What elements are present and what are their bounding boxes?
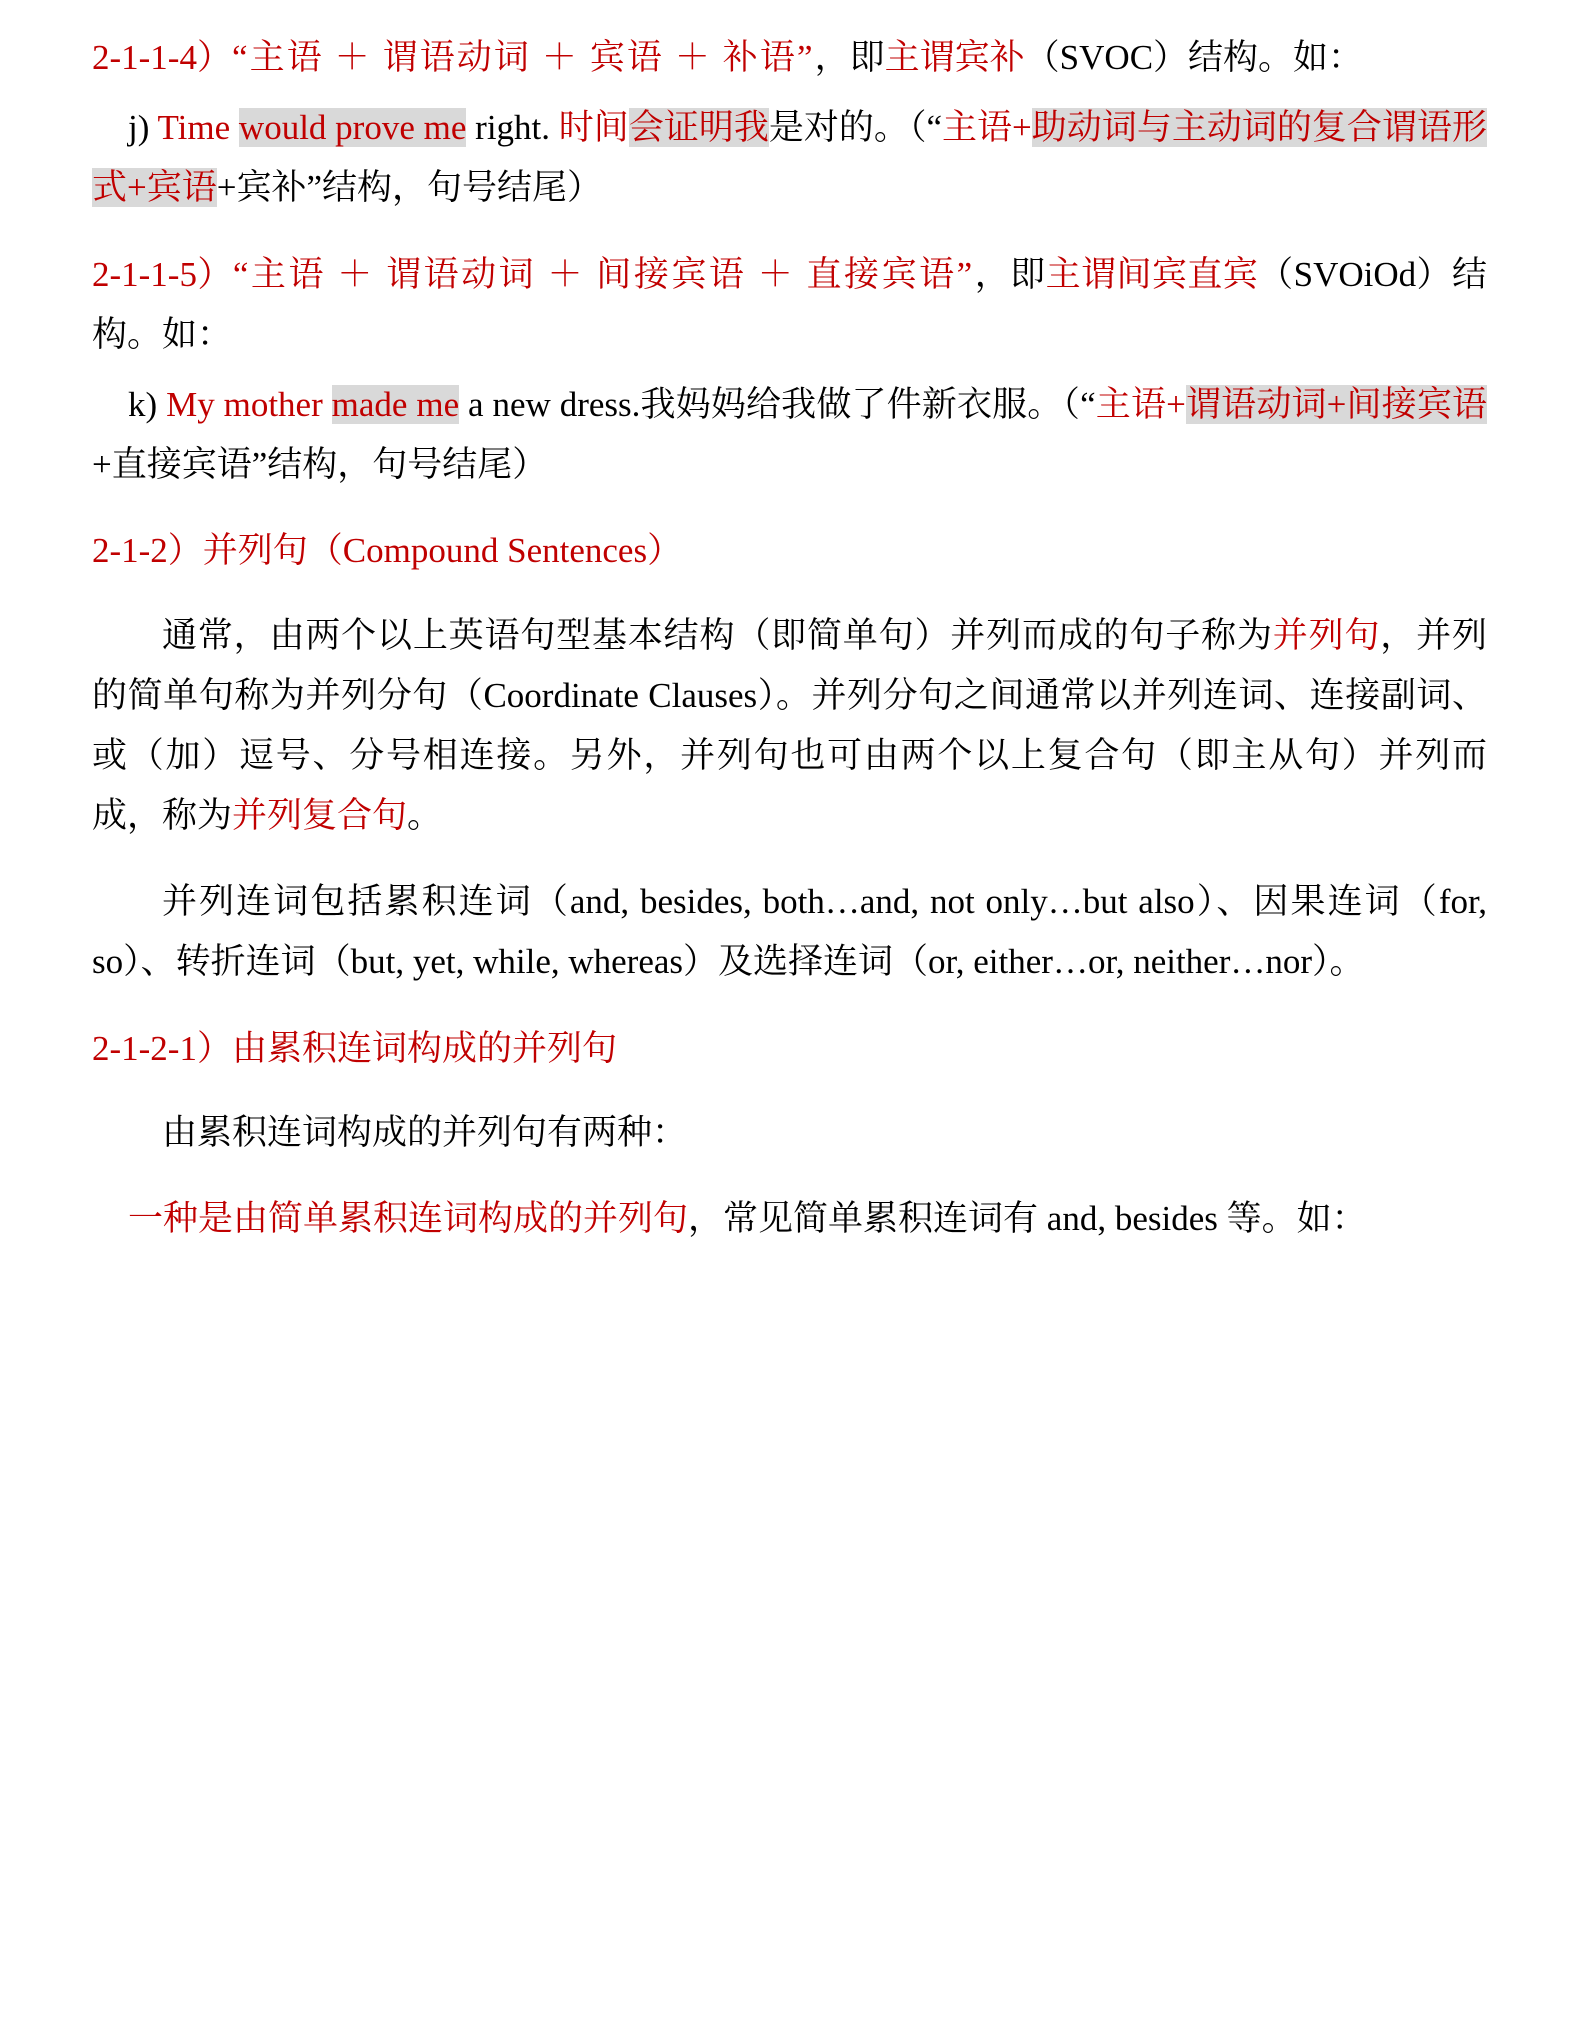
section-tail: （SVOiOd）结构。如： <box>92 254 1487 354</box>
section-term: 主谓宾补 <box>884 38 1025 77</box>
section-connector: ，即 <box>814 38 885 77</box>
section-number: 2-1-1-4） <box>92 38 232 77</box>
first-kind-term: 由简单累积连词构成的并列句 <box>233 1199 689 1238</box>
example-k-note-tail: +直接宾语”结构，句号结尾） <box>92 445 548 485</box>
example-sentence-k <box>92 375 1487 495</box>
paragraph-conjunction-list <box>92 872 1487 992</box>
paragraph-compound-definition <box>92 606 1487 847</box>
example-j-predicate-object: would prove me <box>238 108 467 148</box>
section-tail: （SVOC）结构。如： <box>1024 38 1364 77</box>
example-j-cn-predicate: 会证明我 <box>628 108 769 148</box>
example-k-note-subject: 主语+ <box>1095 384 1186 424</box>
section-heading-2-1-1-4 <box>92 28 1487 88</box>
compound-def-end: 。 <box>407 796 443 836</box>
section-heading-2-1-2-1: 2-1-2-1）由累积连词构成的并列句 <box>92 1028 617 1068</box>
compound-def-part1: 通常，由两个以上英语句型基本结构（即简单句）并列而成的句子称为 <box>162 615 1273 655</box>
paragraph-first-kind <box>92 1189 1487 1249</box>
first-kind-lead: 一种是 <box>128 1199 234 1238</box>
example-j-note-subject: 主语+ <box>942 108 1032 148</box>
first-kind-tail: ，常见简单累积连词有 and, besides 等。如： <box>688 1199 1367 1238</box>
example-j-cn-subject: 时间 <box>558 108 629 148</box>
example-label-j: j) <box>128 108 158 148</box>
example-j-subject: Time <box>157 108 239 148</box>
two-kinds-text: 由累积连词构成的并列句有两种： <box>162 1112 688 1152</box>
section-pattern: “主语 ＋ 谓语动词 ＋ 间接宾语 ＋ 直接宾语” <box>232 254 975 294</box>
section-heading-2-1-1-5 <box>92 245 1487 365</box>
example-k-note-predicate: 谓语动词+间接宾语 <box>1185 384 1488 424</box>
example-k-predicate-object: made me <box>331 384 460 424</box>
example-j-note-predicate: 助动词与主动词的复合谓语形式+宾语 <box>92 108 1487 208</box>
example-j-note-tail: +宾补”结构，句号结尾） <box>216 168 603 208</box>
section-number: 2-1-1-5） <box>92 254 233 294</box>
example-k-tail: a new dress.我妈妈给我做了件新衣服。（“ <box>459 384 1096 424</box>
example-k-subject: My mother <box>166 384 332 424</box>
section-pattern: “主语 ＋ 谓语动词 ＋ 宾语 ＋ 补语” <box>231 38 815 77</box>
compound-term-1: 并列句 <box>1272 615 1381 655</box>
example-j-cn-tail: 是对的。（“ <box>768 108 942 148</box>
compound-def-part2: ，并列的简单句称为并列分句（Coordinate Clauses）。并列分句之间通常以并列连词、连接副词、或（加）逗号、分号相连接。另外，并列句也可由两个以上复合句（即主从句）并列而成，称为 <box>92 615 1487 836</box>
section-connector: ，即 <box>974 254 1046 294</box>
compound-term-2: 并列复合句 <box>232 796 408 836</box>
example-sentence-j <box>92 98 1487 218</box>
example-label-k: k) <box>128 384 167 424</box>
example-j-complement: right. <box>466 108 559 148</box>
section-term: 主谓间宾直宾 <box>1045 254 1259 294</box>
section-heading-2-1-2: 2-1-2）并列句（Compound Sentences） <box>92 531 683 571</box>
paragraph-two-kinds <box>92 1103 1487 1163</box>
conjunction-list-text: 并列连词包括累积连词（and, besides, both…and, not only…but also）、因果连词（for, so）、转折连词（but, yet, while, whereas）及选择连词（or, either…or, neither…nor）。 <box>92 882 1487 982</box>
